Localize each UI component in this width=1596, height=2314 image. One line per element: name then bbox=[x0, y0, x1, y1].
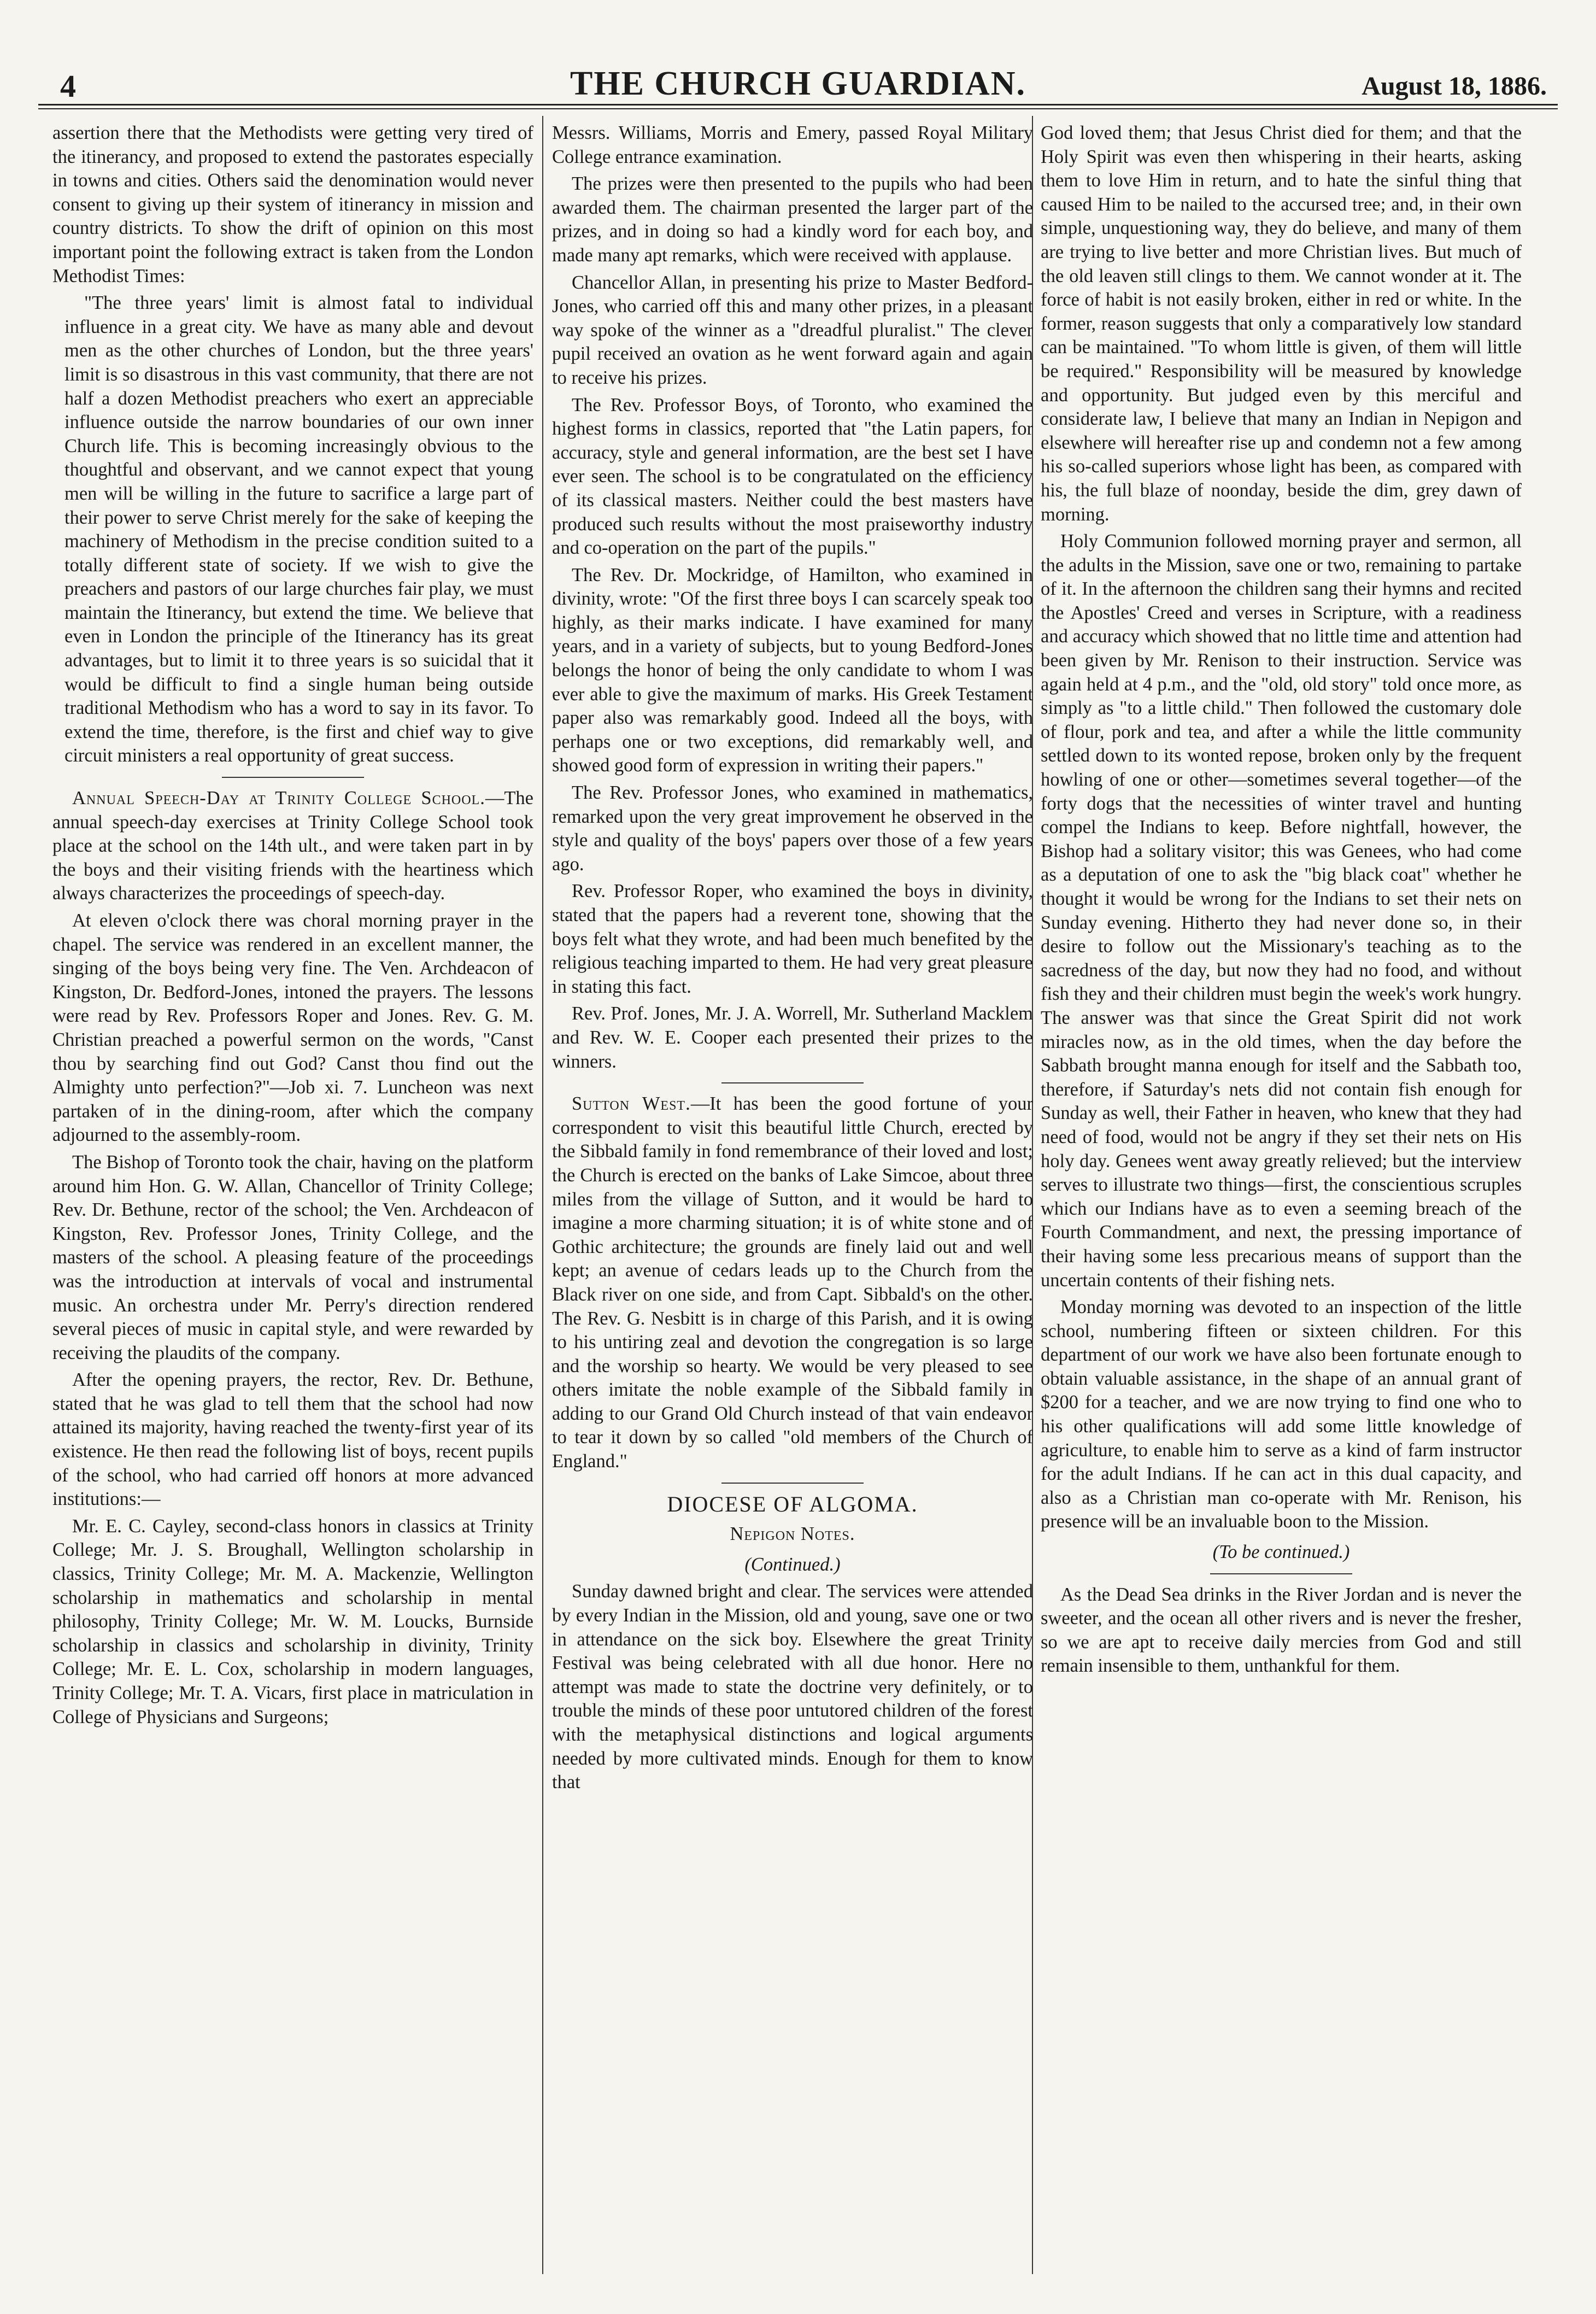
masthead-rule bbox=[38, 108, 1558, 109]
newspaper-title: THE CHURCH GUARDIAN. bbox=[570, 65, 1026, 102]
paragraph: After the opening prayers, the rector, Rev. Dr. Bethune, stated that he was glad to tell them that the school had now attained its majority, having reached the twenty-first year of its existence. He then read the following list of boys, recent pupils of the school, who had carried off honors at more advanced institutions:— bbox=[52, 1369, 533, 1510]
column-2 bbox=[552, 121, 1033, 2270]
paragraph: God loved them; that Jesus Christ died for them; and that the Holy Spirit was even then whispering in their hearts, asking them to love Him in return, and to hate the sinful thing that caused Him to be nailed to the accursed tree; and, in their own simple, unquestioning way, they do believe, and many of them are trying to live better and more Christian lives. But much of the old leaven still clings to them. We cannot wonder at it. The force of habit is not easily broken, either in red or white. In the former, reason suggests that only a comparatively low standard can be maintained. "To whom little is given, of them will little be required." Responsibility will be measured by knowledge and opportunity. But judged even by this merciful and considerate law, I believe that many an Indian in Nepigon and elsewhere will hereafter rise up and condemn not a few among his so-called superiors whose light has been, as compared with his, the full blaze of noonday, beside the dim, grey dawn of morning. bbox=[1041, 122, 1522, 525]
section-divider bbox=[222, 777, 364, 778]
article-heading: Sutton West. bbox=[572, 1093, 691, 1115]
paragraph: Monday morning was devoted to an inspection of the little school, numbering fifteen or sixteen children. For this department of our work we have also been fortunate enough to obtain valuable assistance, in the shape of an annual grant of $200 for a teacher, and we are now trying to find one who to his other qualifications will add some little knowledge of agriculture, to enable him to serve as a kind of farm instructor for the adult Indians. If he can act in this dual capacity, and also as a Christian man co-operate with Mr. Renison, his presence will be an invaluable boon to the Mission. bbox=[1041, 1297, 1522, 1532]
paragraph: As the Dead Sea drinks in the River Jordan and is never the sweeter, and the ocean all other rivers and is never the fresher, so we are apt to receive daily mercies from God and still remain insensible to them, unthankful for them. bbox=[1041, 1584, 1522, 1677]
paragraph: Rev. Prof. Jones, Mr. J. A. Worrell, Mr. Sutherland Macklem and Rev. W. E. Cooper each presented their prizes to the winners. bbox=[552, 1003, 1033, 1072]
issue-date: August 18, 1886. bbox=[1362, 72, 1547, 101]
section-heading: DIOCESE OF ALGOMA. bbox=[667, 1491, 918, 1516]
section-divider bbox=[1210, 1573, 1352, 1574]
section-divider bbox=[721, 1082, 864, 1083]
paragraph: The prizes were then presented to the pupils who had been awarded them. The chairman presented the larger part of the prizes, and in doing so had a kindly word for each boy, and made many apt remarks, which were received with applause. bbox=[552, 173, 1033, 266]
paragraph: assertion there that the Methodists were getting very tired of the itinerancy, and proposed to extend the pastorates especially in towns and cities. Others said the denomination would never consent to giving up their system of itinerancy in mission and country districts. To show the drift of opinion on this most important point the following extract is taken from the London Methodist Times: bbox=[52, 122, 533, 286]
paragraph: Mr. E. C. Cayley, second-class honors in classics at Trinity College; Mr. J. S. Broughall, Wellington scholarship in classics, Trinity College; Mr. M. A. Mackenzie, Wellington scholarship in mathematics and scholarship in mental philosophy, Trinity College; Mr. W. M. Loucks, Burnside scholarship in classics and scholarship in divinity, Trinity College; Mr. E. L. Cox, scholarship in modern languages, Trinity College; Mr. T. A. Vicars, first place in matriculation in College of Physicians and Surgeons; bbox=[52, 1515, 533, 1727]
to-be-continued-note: (To be continued.) bbox=[1212, 1542, 1350, 1563]
subheading: Nepigon Notes. bbox=[730, 1524, 855, 1545]
column-1 bbox=[52, 121, 533, 2270]
article-sutton-west: Sutton West.—It has been the good fortune of your correspondent to visit this beautiful little Church, erected by the Sibbald family in fond remembrance of their loved and lost; the Church is erected on the banks of Lake Simcoe, about three miles from the village of Sutton, and it would be hard to imagine a more charming situation; it is of white stone and of Gothic architecture; the grounds are finely laid out and well kept; an avenue of cedars leads up to the Church from the Black river on one side, and from Capt. Sibbald's on the other. The Rev. G. Nesbitt is in charge of this Parish, and it is owing to his untiring zeal and devotion the congregation is so large and the worship so hearty. We would be very pleased to see others imitate the noble example of the Sibbald family in adding to our Grand Old Church instead of that vain endeavor to tear it down by so called "old members of the Church of England." bbox=[552, 1093, 1033, 1472]
paragraph: Rev. Professor Roper, who examined the boys in divinity, stated that the papers had a reverent tone, showing that the boys felt what they wrote, and had been much benefited by the religious teaching imparted to them. He had very great pleasure in stating this fact. bbox=[552, 881, 1033, 997]
paragraph: At eleven o'clock there was choral morning prayer in the chapel. The service was rendered in an excellent manner, the singing of the boys being very fine. The Ven. Archdeacon of Kingston, Dr. Bedford-Jones, intoned the prayers. The lessons were read by Rev. Professors Roper and Jones. Rev. G. M. Christian preached a powerful sermon on the words, "Canst thou by searching find out God? Canst thou find out the Almighty unto perfection?"—Job xi. 7. Luncheon was next partaken of in the dining-room, after which the company adjourned to the assembly-room. bbox=[52, 910, 533, 1146]
article-heading: Annual Speech-Day at Trinity College School. bbox=[72, 788, 485, 809]
paragraph: The Bishop of Toronto took the chair, having on the platform around him Hon. G. W. Allan, Chancellor of Trinity College; Rev. Dr. Bethune, rector of the school; the Ven. Archdeacon of Kingston, Rev. Professor Jones, Trinity College, and the masters of the school. A pleasing feature of the proceedings was the introduction at intervals of vocal and instrumental music. An orchestra under Mr. Perry's direction rendered several pieces of music in capital style, and were rewarded by receiving the plaudits of the company. bbox=[52, 1151, 533, 1363]
paragraph: Messrs. Williams, Morris and Emery, passed Royal Military College entrance examination. bbox=[552, 122, 1033, 167]
masthead bbox=[38, 65, 1558, 106]
paragraph: The Rev. Professor Boys, of Toronto, who examined the highest forms in classics, reported that "the Latin papers, for accuracy, style and general information, are the best set I have ever seen. The school is to be congratulated on the efficiency of its classical masters. Neither could the best masters have produced such results without the most praiseworthy industry and co-operation on the part of the pupils." bbox=[552, 394, 1033, 559]
paragraph: The Rev. Professor Jones, who examined in mathematics, remarked upon the very great improvement he observed in the style and quality of the boys' papers over those of a few years ago. bbox=[552, 782, 1033, 875]
page-number: 4 bbox=[60, 68, 76, 104]
paragraph: Chancellor Allan, in presenting his prize to Master Bedford-Jones, who carried off this and many other prizes, in a pleasant way spoke of the winner as a "dreadful pluralist." The clever pupil received an ovation as he went forward again and again to receive his prizes. bbox=[552, 272, 1033, 388]
column-3 bbox=[1041, 121, 1522, 2270]
article-speech-day: Annual Speech-Day at Trinity College School.—The annual speech-day exercises at Trinity College School took place at the school on the 14th ult., and were taken part in by the boys and their visiting friends with the heartiness which always characterizes the proceedings of speech-day. bbox=[52, 788, 533, 904]
paragraph: Holy Communion followed morning prayer and sermon, all the adults in the Mission, save one or two, remaining to partake of it. In the afternoon the children sang their hymns and recited the Apostles' Creed and verses in Scripture, with a readiness and accuracy which showed that no little time and attention had been given by Mr. Renison to their instruction. Service was again held at 4 p.m., and the "old, old story" told once more, as simply as "to a little child." Then followed the customary dole of flour, pork and tea, and after a while the little community settled down to its wonted repose, broken only by the frequent howling of one or other—sometimes several together—of the forty dogs that the necessities of winter travel and hunting compel the Indians to keep. Before nightfall, however, the Bishop had a solitary visitor; this was Genees, who had come as a deputation of one to ask the "big black coat" whether he thought it would be wrong for the Indians to set their nets on Sunday evening. Hitherto they had never done so, in their desire to follow out the Missionary's teaching as to the sacredness of the day, but now they had no food, and without fish they and their children must begin the week's work hungry. The answer was that since the Great Spirit did not work miracles now, as in the old times, when the day before the Sabbath brought manna enough for itself and the Sabbath too, therefore, if Saturday's nets did not contain fish enough for Sunday as well, their Father in heaven, who knew that they had need of food, would not be angry if they set their nets on His holy day. Genees went away greatly relieved; but the interview serves to illustrate two things—first, the conscientious scruples which our Indians have as to even a seeming breach of the Fourth Commandment, and next, the pressing importance of their having some less precarious means of support than the uncertain contents of their fishing nets. bbox=[1041, 531, 1522, 1291]
column-divider bbox=[542, 116, 543, 2274]
continued-note: (Continued.) bbox=[744, 1554, 841, 1575]
quotation bbox=[52, 291, 533, 768]
paragraph: "The three years' limit is almost fatal to individual influence in a great city. We have as many able and devout men as the other churches of London, but the three years' limit is so disastrous in this vast community, that there are not half a dozen Methodist preachers who exert an appreciable influence outside the narrow boundaries of our own inner Church life. This is becoming increasingly obvious to the thoughtful and observant, and we cannot expect that young men will be willing in the future to sacrifice a large part of their power to serve Christ merely for the sake of keeping the machinery of Methodism in the precise condition suited to a totally different state of society. If we wish to give the preachers and pastors of our large churches fair play, we must maintain the Itinerancy, but extend the time. We believe that even in London the principle of the Itinerancy has its great advantages, but to limit it to three years is so suicidal that it would be difficult to find a single human being outside traditional Methodism who has a word to say in its favor. To extend the time, therefore, is the first and chief way to give circuit ministers a real opportunity of great success. bbox=[64, 292, 533, 766]
paragraph: The Rev. Dr. Mockridge, of Hamilton, who examined in divinity, wrote: "Of the first three boys I can scarcely speak too highly, as their marks indicate. I have examined for many years, and in a variety of subjects, but to young Bedford-Jones belongs the honor of being the only candidate to whom I was ever able to give the maximum of marks. His Greek Testament paper also was remarkably good. Indeed all the boys, with perhaps one or two exceptions, did remarkably well, and showed good form of expression in writing their papers." bbox=[552, 564, 1033, 776]
section-divider bbox=[721, 1483, 864, 1484]
paragraph: Sunday dawned bright and clear. The services were attended by every Indian in the Mission, old and young, save one or two in attendance on the sick boy. Elsewhere the great Trinity Festival was being celebrated with all due honor. Here no attempt was made to state the doctrine very definitely, or to trouble the minds of these poor untutored children of the forest with the metaphysical distinctions and logical arguments needed by more cultivated minds. Enough for them to know that bbox=[552, 1581, 1033, 1793]
